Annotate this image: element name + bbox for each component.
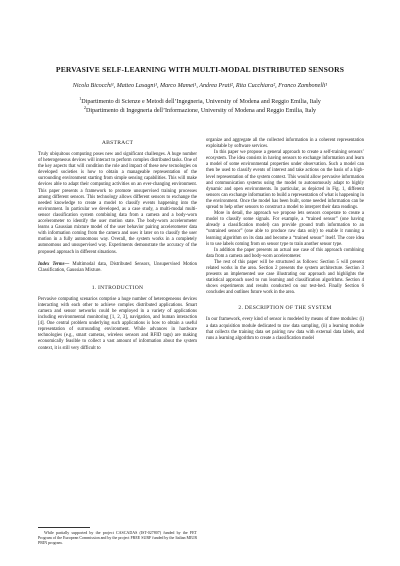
- paper-title: PERVASIVE SELF-LEARNING WITH MULTI-MODAL DISTRIBUTED SENSORS: [55, 65, 345, 74]
- right-column: [206, 138, 364, 342]
- affiliation-text: Dipartimento di Ingegneria dell’Informazione, University of Modena and Reggio Emilia, Italy: [85, 108, 317, 115]
- introduction-heading: 1. INTRODUCTION: [91, 284, 144, 291]
- left-column: [38, 140, 197, 352]
- index-terms-label: Index Terms—: [38, 261, 70, 267]
- description-text: In our framework, every kind of sensor is modeled by means of three modules: (i) a data acquisition module dedicated to raw data sampling, (ii) a learning module that collects the training data set pairing raw data with external data labels, and runs a learning algorithm to create a classification model: [206, 317, 364, 341]
- index-terms-text: Multimodal data, Distributed Sensors, Unsupervised Motion Classification, Gaussian Mixture.: [38, 261, 197, 273]
- intro-paragraph-2: In this paper we propose a general approach to create a self-training sensors’ ecosystem. The idea consists in having sensors to exchange information and learn a model of some environmental properties under observation. Such a model can then be used to classify events of interest and take actions on the basis of a high-level representation of the system context. This would allow pervasive information and communication systems using the model to autonomously adapt to highly dynamic and open environments. In particular, as depicted in Fig. 1, different sensors can exchange information to build a representation of what is happening in the environment. Once the model has been built, some needed information can be spread to help other sensors to construct a model to interpret their data readings.: [206, 150, 364, 211]
- footnote: While partially supported by the project CASCADAS (IST-027807) funded by the FET Program of the European Commission and by the project FREE SURF funded by the Italian MIUR PRIN program.: [38, 530, 197, 546]
- intro-paragraph-4: In addition the paper presents an actual use case of this approach combining data from a camera and body-worn accelerometer.: [206, 247, 364, 259]
- intro-paragraph-5: The rest of this paper will be structured as follows: Section 5 will present related works in the area. Section 2 presents the system architecture. Section 3 presents an implemented use case illustrating our approach and highlights the statistical approach used to run learning and classification algorithms. Section 4 shows experiments and results conducted on our test-bed. Finally Section 6 concludes and outlines future work in the area.: [206, 259, 364, 296]
- abstract-heading: ABSTRACT: [101, 140, 134, 146]
- affiliation-text: Dipartimento di Scienze e Metodi dell’Ingegneria, University of Modena and Reggio Emilia, Italy: [81, 99, 321, 106]
- affiliation-1: [20, 96, 380, 106]
- abstract-text: Truly ubiquitous computing poses new and significant challenges. A huge number of heterogeneous devices will interact to perform complex distributed tasks. One of the key aspects that will condition the role and impact of these new tecnologies on developed societies is how to obtain a manageable representation of the surrounding environment starting from simple sensing capabilities. This will make devices able to adapt their computing activities on an ever-changing environment. This paper presents a framework to promote unsupervised training processes among different sensors. This technology allows different sensors to exchange the needed knowledge to create a model to classify events happening into the environment. In particular we developed, as a case study, a multi-modal multi-sensor classification system combining data from a camera and a body-worn accelerometer to identify the user motion state. The body-worn accelerometer learns a Gaussian mixture model of the user behavior pairing accelerometer data with information coming from the camera and uses it later on to classify the user motion in a fully autonomous way. Overall, the system works in a completely autonomous and unsupervised way. Experiments demonstrate the accuracy of the proposed approach in different situations.: [38, 152, 197, 255]
- introduction-text: Pervasive computing scenarios comprise a huge number of heterogeneous devices interacting with each other to achieve complex distributed applications. Smart camera and sensor networks could be employed in a variety of applications including environmental monitoring [1, 2, 3], navigation, and human interaction [4]. One central problem underlying such applications is how to obtain a useful representation of surrounding environment. While advances in hardware technologies (e.g., smart cameras, wireless sensors and RFID tags) are making economically feasible to collect a vast amount of information about the system context, it is still very difficult to: [38, 296, 197, 351]
- index-terms: [38, 262, 197, 274]
- affiliation-mark: 1: [79, 96, 82, 101]
- description-heading: 2. DESCRIPTION OF THE SYSTEM: [238, 305, 332, 312]
- intro-continuation: organize and aggregate all the collected information in a coherent representation exploitable by software services.: [206, 138, 364, 150]
- intro-paragraph-3: More in detail, the approach we propose lets sensors cooperate to create a model to classify some signals. For example, a “trained sensor” (one having already a classification model) can provide ground truth information to an “untrained sensor” (one able to produce raw data only) to enable it running a learning algorithm on its data and become a “trained sensor” itself. The core idea is to use labels coming from on sensor type to train another sensor type.: [206, 211, 364, 247]
- affiliation-2: [20, 105, 380, 115]
- footnote-rule: [38, 527, 90, 528]
- affiliation-mark: 2: [83, 105, 86, 110]
- author-list: Nicola Bicocchi¹, Matteo Lasagni¹, Marco Mamei¹, Andrea Prati², Rita Cucchiara², Franco Zambonelli¹: [72, 83, 328, 89]
